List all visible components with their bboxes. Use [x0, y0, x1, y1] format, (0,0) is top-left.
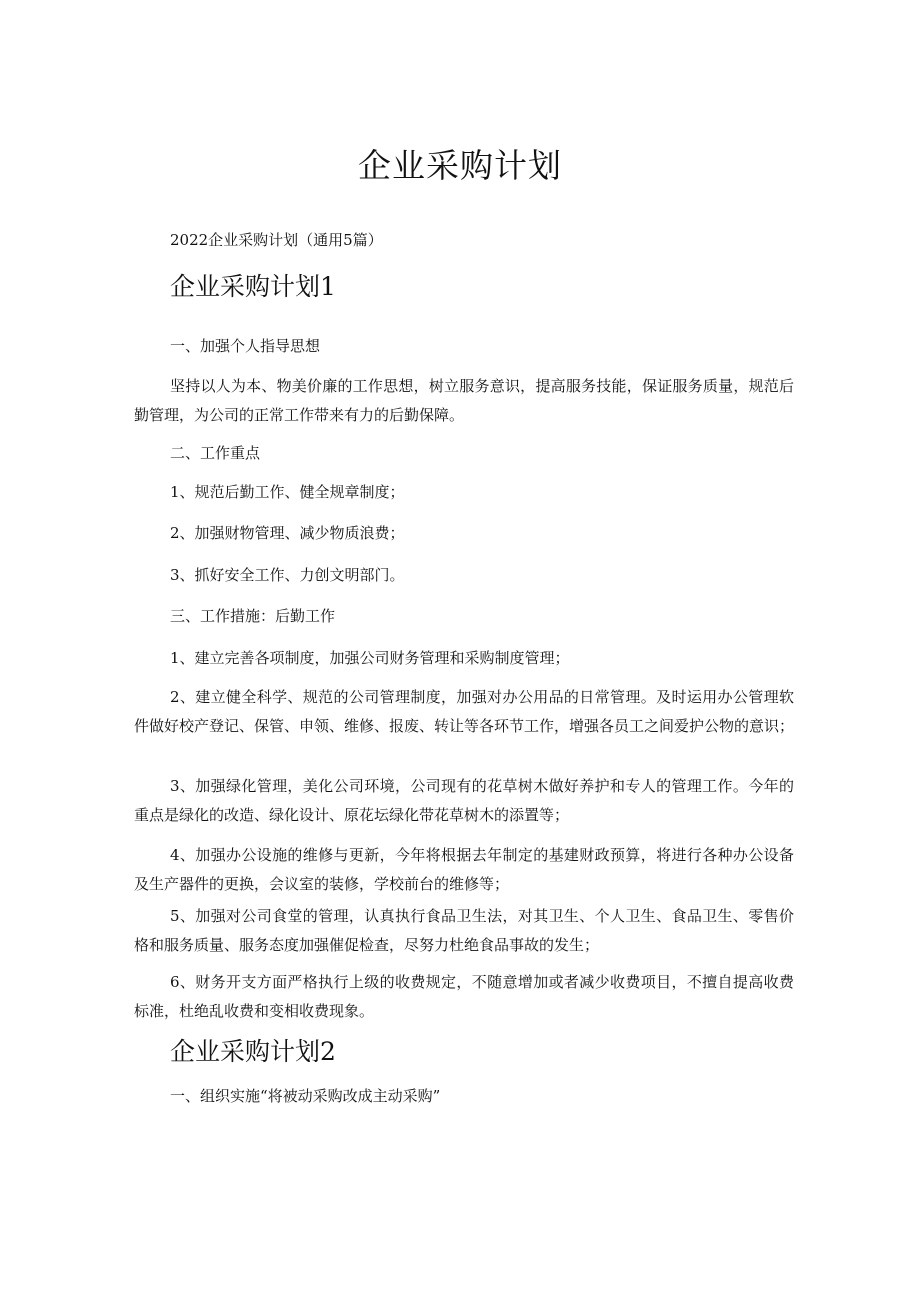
- list-item-measure-1: 1、建立完善各项制度，加强公司财务管理和采购制度管理；: [170, 649, 570, 667]
- list-item-focus-1: 1、规范后勤工作、健全规章制度；: [170, 483, 405, 501]
- section-heading-2: 企业采购计划2: [170, 1037, 336, 1066]
- paragraph-measure-4: 4、加强办公设施的维修与更新，今年将根据去年制定的基建财政预算，将进行各种办公设备及生产器件的更换，会议室的装修，学校前台的维修等；: [134, 846, 794, 893]
- subheading-work-measures: 三、工作措施：后勤工作: [170, 607, 336, 625]
- list-item-focus-3: 3、抓好安全工作、力创文明部门。: [170, 566, 405, 584]
- section-heading-1: 企业采购计划1: [170, 272, 336, 301]
- subheading-work-focus: 二、工作重点: [170, 444, 261, 462]
- document-subtitle: 2022企业采购计划（通用5篇）: [170, 231, 383, 249]
- paragraph-measure-6: 6、财务开支方面严格执行上级的收费规定，不随意增加或者减少收费项目，不擅自提高收费标准，杜绝乱收费和变相收费现象。: [134, 973, 794, 1020]
- subheading-guiding-thought: 一、加强个人指导思想: [170, 337, 321, 355]
- paragraph-measure-3: 3、加强绿化管理，美化公司环境，公司现有的花草树木做好养护和专人的管理工作。今年的重点是绿化的改造、绿化设计、原花坛绿化带花草树木的添置等；: [134, 777, 794, 824]
- list-item-focus-2: 2、加强财物管理、减少物质浪费；: [170, 524, 405, 542]
- paragraph-measure-2: 2、建立健全科学、规范的公司管理制度，加强对办公用品的日常管理。及时运用办公管理软件做好校产登记、保管、申领、维修、报废、转让等各环节工作，增强各员工之间爱护公物的意识；: [134, 688, 795, 735]
- subheading-active-procurement: 一、组织实施“将被动采购改成主动采购”: [170, 1087, 441, 1105]
- paragraph-measure-5: 5、加强对公司食堂的管理，认真执行食品卫生法，对其卫生、个人卫生、食品卫生、零售价格和服务质量、服务态度加强催促检查，尽努力杜绝食品事故的发生；: [134, 907, 794, 954]
- paragraph-guiding-thought: 坚持以人为本、物美价廉的工作思想，树立服务意识，提高服务技能，保证服务质量，规范后勤管理，为公司的正常工作带来有力的后勤保障。: [134, 377, 794, 424]
- document-title: 企业采购计划: [358, 146, 562, 185]
